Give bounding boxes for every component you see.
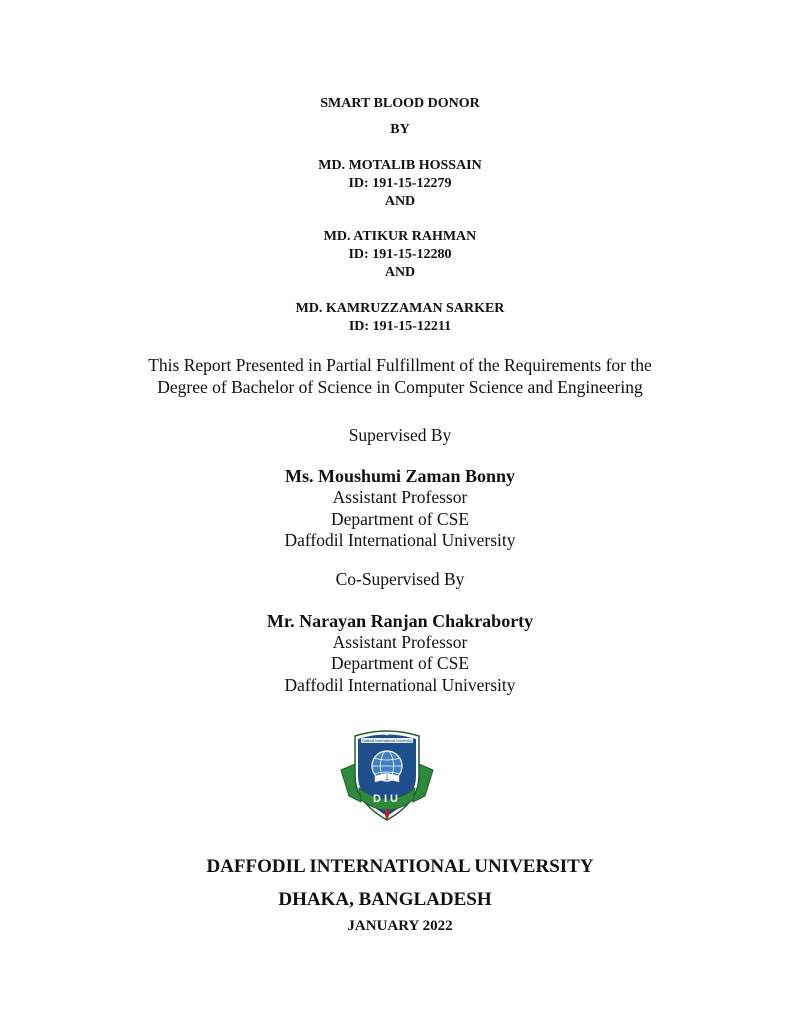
author-2-name: MD. ATIKUR RAHMAN	[323, 229, 477, 244]
report-statement-line-1: This Report Presented in Partial Fulfillment of the Requirements for the	[148, 355, 652, 375]
by-label: BY	[390, 122, 410, 137]
co-supervised-by-heading: Co-Supervised By	[335, 569, 465, 589]
report-title: SMART BLOOD DONOR	[320, 96, 480, 111]
co-supervisor-university: Daffodil International University	[284, 675, 516, 695]
co-supervisor-name: Mr. Narayan Ranjan Chakraborty	[266, 611, 534, 631]
submission-date: JANUARY 2022	[347, 918, 453, 934]
supervised-by-heading: Supervised By	[348, 425, 452, 445]
author-3-name: MD. KAMRUZZAMAN SARKER	[295, 301, 505, 316]
crest-banner-text: Daffodil International University	[362, 739, 412, 744]
supervisor-name: Ms. Moushumi Zaman Bonny	[284, 466, 516, 486]
supervisor-department: Department of CSE	[330, 509, 470, 529]
supervisor-university: Daffodil International University	[284, 530, 516, 550]
and-separator-1: AND	[384, 194, 416, 209]
co-supervisor-department: Department of CSE	[330, 653, 470, 673]
supervisor-designation: Assistant Professor	[332, 487, 468, 507]
institution-name: DAFFODIL INTERNATIONAL UNIVERSITY	[206, 856, 594, 877]
co-supervisor-designation: Assistant Professor	[332, 632, 468, 652]
diu-crest-icon	[337, 724, 437, 824]
author-1-id: ID: 191-15-12279	[348, 176, 452, 191]
author-2-id: ID: 191-15-12280	[348, 247, 452, 262]
author-1-name: MD. MOTALIB HOSSAIN	[318, 158, 482, 173]
institution-location: DHAKA, BANGLADESH	[278, 889, 492, 910]
crest-letters: DIU	[373, 793, 401, 805]
author-3-id: ID: 191-15-12211	[348, 319, 452, 334]
report-statement-line-2: Degree of Bachelor of Science in Computer Science and Engineering	[157, 377, 643, 397]
and-separator-2: AND	[384, 265, 416, 280]
